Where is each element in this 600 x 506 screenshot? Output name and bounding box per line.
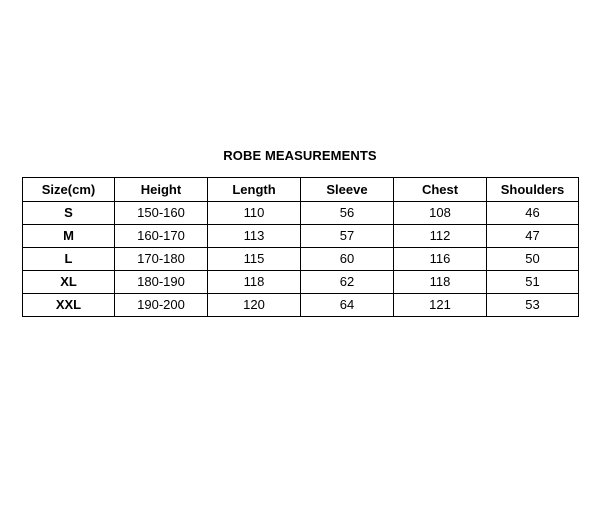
- size-cell: S: [23, 202, 115, 225]
- size-cell: XXL: [23, 294, 115, 317]
- chest-cell: 108: [394, 202, 487, 225]
- height-cell: 190-200: [115, 294, 208, 317]
- sleeve-cell: 56: [301, 202, 394, 225]
- height-cell: 170-180: [115, 248, 208, 271]
- shoulders-cell: 50: [487, 248, 579, 271]
- length-cell: 113: [208, 225, 301, 248]
- sleeve-cell: 62: [301, 271, 394, 294]
- table-header-row: [23, 178, 579, 202]
- length-cell: 115: [208, 248, 301, 271]
- chest-cell: 118: [394, 271, 487, 294]
- column-header-shoulders: Shoulders: [487, 178, 579, 202]
- sleeve-cell: 60: [301, 248, 394, 271]
- length-cell: 118: [208, 271, 301, 294]
- height-cell: 150-160: [115, 202, 208, 225]
- shoulders-cell: 51: [487, 271, 579, 294]
- column-header-height: Height: [115, 178, 208, 202]
- shoulders-cell: 53: [487, 294, 579, 317]
- size-cell: L: [23, 248, 115, 271]
- table-row: [23, 202, 579, 225]
- column-header-size: Size(cm): [23, 178, 115, 202]
- chest-cell: 112: [394, 225, 487, 248]
- table-row: [23, 248, 579, 271]
- shoulders-cell: 47: [487, 225, 579, 248]
- table-row: [23, 271, 579, 294]
- size-cell: XL: [23, 271, 115, 294]
- chest-cell: 121: [394, 294, 487, 317]
- column-header-chest: Chest: [394, 178, 487, 202]
- size-cell: M: [23, 225, 115, 248]
- height-cell: 180-190: [115, 271, 208, 294]
- table-row: [23, 294, 579, 317]
- chest-cell: 116: [394, 248, 487, 271]
- height-cell: 160-170: [115, 225, 208, 248]
- measurements-table: [22, 177, 579, 317]
- table-row: [23, 225, 579, 248]
- length-cell: 120: [208, 294, 301, 317]
- column-header-length: Length: [208, 178, 301, 202]
- page-title: ROBE MEASUREMENTS: [223, 148, 377, 163]
- sleeve-cell: 64: [301, 294, 394, 317]
- shoulders-cell: 46: [487, 202, 579, 225]
- sleeve-cell: 57: [301, 225, 394, 248]
- column-header-sleeve: Sleeve: [301, 178, 394, 202]
- length-cell: 110: [208, 202, 301, 225]
